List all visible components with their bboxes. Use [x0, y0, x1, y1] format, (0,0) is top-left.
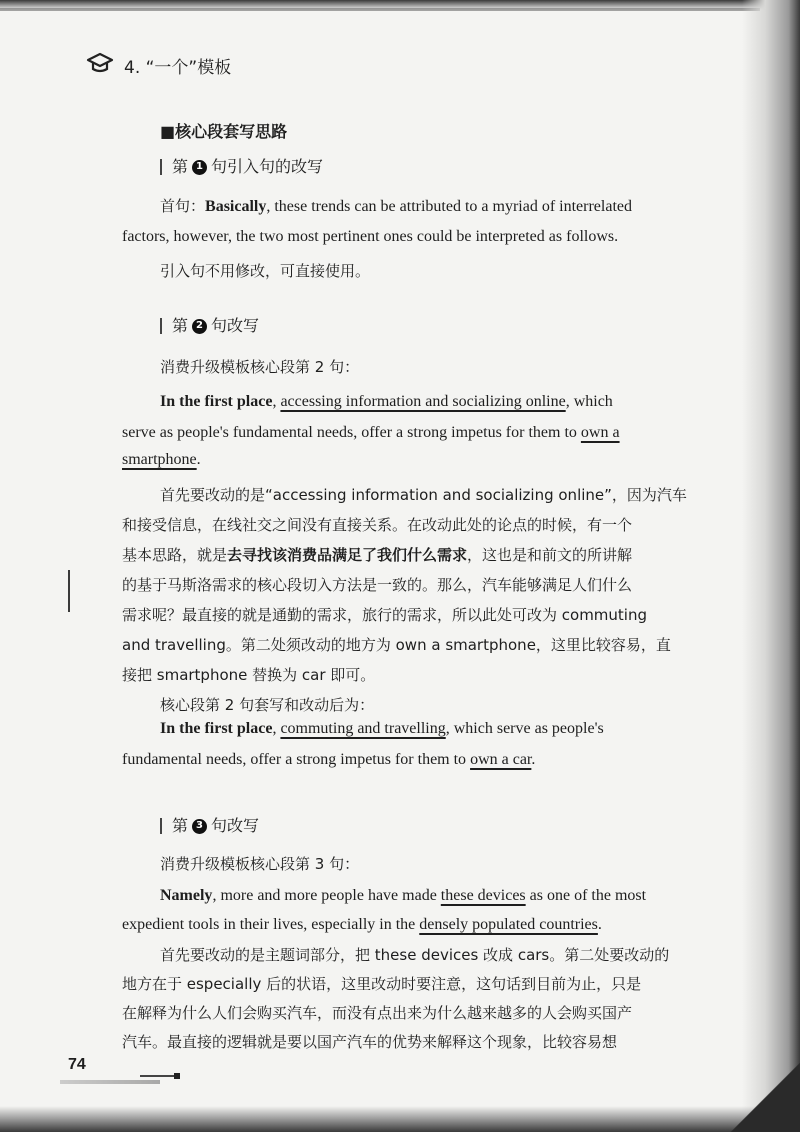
s2-para-line-7: 接把 smartphone 替换为 car 即可。 [122, 666, 376, 684]
s3-para-line-4: 汽车。最直接的逻辑就是要以国产汽车的优势来解释这个现象，比较容易想 [122, 1033, 618, 1051]
heading-text: 句改写 [211, 316, 260, 335]
s2-para-line-4: 的基于马斯洛需求的核心段切入方法是一致的。那么，汽车能够满足人们什么 [122, 576, 633, 594]
s2-para-line-1: 首先要改动的是“accessing information and socializing online”，因为汽车 [160, 486, 687, 504]
line-text: ，这也是和前文的所讲解 [467, 546, 633, 564]
subsection-3-heading [160, 818, 259, 834]
scan-edge-bottom [0, 1106, 800, 1132]
circled-number: 3 [192, 819, 207, 834]
chapter-label: 4. “一个”模板 [124, 57, 232, 78]
underlined-phrase: smartphone [122, 451, 197, 468]
heading-bar [160, 159, 162, 175]
graduation-cap-icon [86, 52, 114, 78]
period: . [531, 751, 536, 768]
s1-line-3: 引入句不用修改，可直接使用。 [160, 262, 371, 280]
s3-intro: 消费升级模板核心段第 3 句： [160, 855, 360, 873]
footer-rule-dot [174, 1073, 180, 1079]
line-text: , these trends can be attributed to a myriad of interrelated [266, 198, 632, 215]
s3-template-line-1 [160, 888, 646, 904]
s2-template-line-2 [122, 425, 620, 441]
s2-para-line-3 [122, 548, 632, 563]
period: . [597, 916, 602, 933]
s2-para-line-2: 和接受信息，在线社交之间没有直接关系。在改动此处的论点的时候，有一个 [122, 516, 633, 534]
s2-rewritten-line-1 [160, 721, 604, 737]
heading-text: 句引入句的改写 [211, 157, 324, 176]
line-text: , more and more people have made [212, 887, 441, 904]
section-title: ■核心段套写思路 [160, 122, 288, 141]
heading-text: 句改写 [211, 816, 260, 835]
heading-prefix: 第 [172, 316, 189, 335]
s2-para-line-8: 核心段第 2 句套写和改动后为： [160, 696, 375, 714]
scan-edge-line [0, 8, 760, 11]
s2-intro: 消费升级模板核心段第 2 句： [160, 358, 360, 376]
footer-rule [140, 1075, 178, 1077]
line-text: serve as people's fundamental needs, offer a strong impetus for them to [122, 424, 581, 441]
underlined-phrase: own a car [470, 751, 532, 768]
s3-para-line-1: 首先要改动的是主题词部分，把 these devices 改成 cars。第二处要改动的 [160, 946, 670, 964]
page-number: 74 [68, 1056, 86, 1073]
subsection-1-heading [160, 159, 323, 175]
s2-rewritten-line-2 [122, 752, 535, 768]
underlined-phrase: commuting and travelling [280, 720, 446, 737]
comma: , [272, 393, 281, 410]
heading-prefix: 第 [172, 157, 189, 176]
s3-para-line-2: 地方在于 especially 后的状语，这里改动时要注意，这句话到目前为止，只是 [122, 975, 642, 993]
underlined-phrase: accessing information and socializing online [280, 393, 566, 410]
s2-template-line-3 [122, 452, 201, 468]
heading-prefix: 第 [172, 816, 189, 835]
s2-para-line-6: and travelling。第二处须改动的地方为 own a smartphone，这里比较容易，直 [122, 636, 671, 654]
s2-template-line-1 [160, 394, 613, 410]
footer-rule-shadow [60, 1080, 160, 1084]
bold-lead: In the first place [160, 720, 273, 737]
s2-para-line-5: 需求呢？最直接的就是通勤的需求，旅行的需求，所以此处可改为 commuting [122, 606, 648, 624]
period: . [196, 451, 201, 468]
s1-line-2: factors, however, the two most pertinent ones could be interpreted as follows. [122, 228, 619, 245]
margin-mark [68, 570, 70, 612]
heading-bar [160, 818, 162, 834]
subsection-2-heading [160, 318, 259, 334]
scan-edge-right [742, 0, 800, 1132]
bold-lead: In the first place [160, 393, 273, 410]
label-first-sentence: 首句： [160, 197, 206, 215]
line-text: , which serve as people's [445, 720, 604, 737]
bold-lead: Namely [160, 887, 213, 904]
comma: , [272, 720, 281, 737]
bold-lead: Basically [205, 198, 267, 215]
circled-number: 2 [192, 319, 207, 334]
line-text: as one of the most [525, 887, 647, 904]
chapter-header [86, 52, 231, 78]
line-text: 基本思路，就是 [122, 546, 228, 564]
page-corner-shadow [730, 1062, 800, 1132]
circled-number: 1 [192, 160, 207, 175]
s3-para-line-3: 在解释为什么人们会购买汽车，而没有点出来为什么越来越多的人会购买国产 [122, 1004, 633, 1022]
underlined-phrase: these devices [440, 887, 526, 904]
s1-line-1 [160, 198, 632, 215]
line-text: , which [565, 393, 613, 410]
underlined-phrase: own a [580, 424, 620, 441]
heading-bar [160, 318, 162, 334]
underlined-phrase: densely populated countries [419, 916, 598, 933]
bold-phrase: 去寻找该消费品满足了我们什么需求 [227, 546, 468, 564]
s3-template-line-2 [122, 917, 602, 933]
line-text: fundamental needs, offer a strong impetus for them to [122, 751, 471, 768]
line-text: expedient tools in their lives, especially in the [122, 916, 420, 933]
